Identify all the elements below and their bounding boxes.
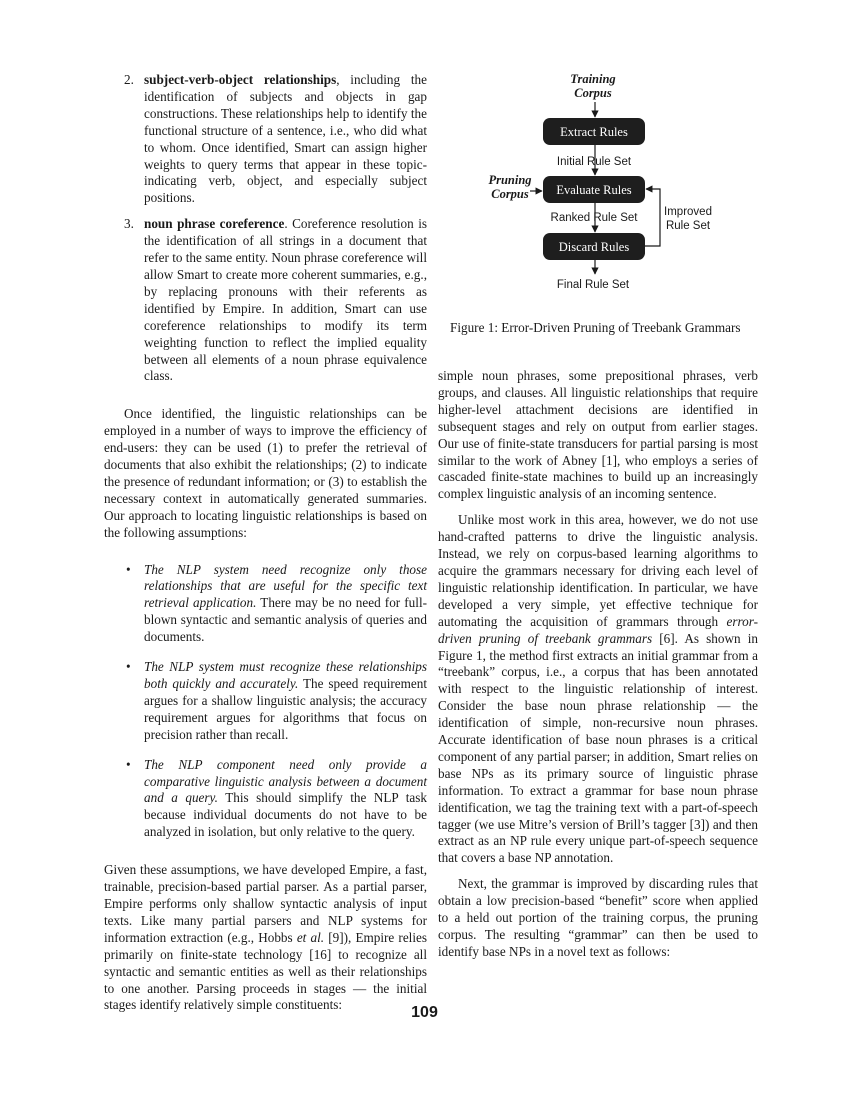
extract-rules-label: Extract Rules: [560, 125, 628, 139]
paragraph-simple-noun-phrases: simple noun phrases, some prepositional phrases, verb groups, and clauses. All linguistic relationships that require higher-level attachment decisions are identified in subsequent stages and rely on output from earlier stages. Our use of finite-state transducers for partial parsing is most similar to the work of Abney [1], who employs a series of cascaded finite-state machines to build up an increasingly complex linguistic analysis of an incoming sentence.: [438, 368, 758, 502]
list-text: . Coreference resolution is the identification of all strings in a document that refer to the same entity. Noun phrase coreference will allow Smart to create more coherent summaries, e.g., by replacing pronouns with their referents as identified by Empire. In addition, Smart can use coreference relationships to modify its term weighting function to reflect the implied equality between all elements of a noun phrase equivalence class.: [144, 216, 427, 384]
list-number: 2.: [124, 72, 134, 87]
text-run: Given these assumptions, we have developed Empire, a fast, trainable, precision-based partial parser. As a partial parser, Empire performs only shallow syntactic analysis of input texts. Like many partial parsers and NLP systems for information extraction (e.g., Hobbs: [104, 862, 427, 945]
assumption-text: This should simplify the NLP task because individual documents do not have to be analyzed in isolation, but only relative to the query.: [144, 790, 427, 840]
page-number: 109: [411, 1004, 438, 1021]
left-column: [104, 72, 427, 1014]
ranked-rule-set-label: Ranked Rule Set: [550, 212, 638, 224]
assumption-statement: The NLP system must recognize these relationships both quickly and accurately.: [144, 659, 427, 691]
final-rule-set-label: Final Rule Set: [556, 279, 630, 291]
right-column: [438, 368, 758, 961]
paragraph-once-identified: Once identified, the linguistic relationships can be employed in a number of ways to improve the efficiency of end-users: they can be used (1) to prefer the retrieval of documents that also exhibit the relationships; (2) to indicate the presence of redundant information; or (3) to establish the necessary context in automatically generated summaries. Our approach to locating linguistic relationships is based on the following assumptions:: [104, 406, 427, 540]
figure-1: [438, 70, 758, 340]
assumption-text: The speed requirement argues for a shallow linguistic analysis; the accuracy requirement argues for algorithms that focus on precision rather than recall.: [144, 676, 427, 742]
bullet-marker: •: [126, 659, 131, 675]
text-run: [6]. As shown in Figure 1, the method first extracts an initial grammar from a “treebank” corpus, i.e., a corpus that has been annotated with respect to the linguistic relationship of interest. Consider the base noun phrase relationship — the identification of simple, non-recursive noun phrases. Accurate identification of base noun phrases is a critical component of any partial parser; in addition, Smart relies on base NPs as its primary source of linguistic phrase information. To extract a grammar for base noun phrase identification, we tag the training text with a part-of-speech tagger (we use Mitre’s version of Brill’s tagger [3]) and then extract as an NP rule every unique part-of-speech sequence that covers a base NP annotation.: [438, 630, 758, 866]
training-corpus-label: Corpus: [574, 86, 612, 100]
bullet-marker: •: [126, 756, 131, 772]
feedback-arrow: [645, 189, 660, 246]
evaluate-rules-label: Evaluate Rules: [556, 183, 632, 197]
assumption-list: [104, 562, 427, 842]
list-item-noun-phrase-coreference: [104, 216, 427, 385]
training-corpus-label: Training: [570, 72, 616, 86]
text-run: [9]), Empire relies primarily on finite-state technology [16] to recognize all syntactic and semantic entities as well as their relationships to one another. Parsing proceeds in stages — the initial stages identify relatively simple constituents:: [104, 929, 427, 1013]
assumption-item: [104, 659, 427, 744]
paragraph-next-grammar: Next, the grammar is improved by discarding rules that obtain a low precision-based “benefit” score when applied to a held out portion of the training corpus, the pruning corpus. The resulting “grammar” can then be used to identify base NPs in a novel text as follows:: [438, 876, 758, 959]
list-item-subject-verb-object: [104, 72, 427, 207]
bullet-marker: •: [126, 561, 131, 577]
paragraph-given-assumptions: [104, 862, 427, 1014]
pruning-corpus-label: Corpus: [491, 187, 529, 201]
figure-caption: Figure 1: Error-Driven Pruning of Treebank Grammars: [450, 320, 741, 335]
list-text: , including the identification of subjects and objects in gap constructions. These relationships help to identify the functional structure of a sentence, i.e., who did what to whom. Once identified, Smart can assign higher weights to query terms that appear in these topic-indicating verb, object, and especially subject positions.: [144, 72, 427, 206]
assumption-item: [104, 757, 427, 842]
pruning-corpus-label: Pruning: [488, 173, 532, 187]
assumption-statement: The NLP system need recognize only those relationships that are useful for the specific text retrieval application.: [144, 561, 427, 611]
discard-rules-label: Discard Rules: [558, 240, 630, 254]
pruning-flow-diagram: [438, 70, 758, 310]
list-term: subject-verb-object relationships: [144, 72, 337, 87]
citation-et-al: et al.: [296, 929, 325, 945]
relationship-list: [104, 72, 427, 385]
list-term: noun phrase coreference: [144, 216, 285, 232]
improved-rule-set-label: Improved: [664, 206, 712, 218]
paragraph-unlike-most-work: [438, 512, 758, 867]
list-number: 3.: [124, 216, 134, 232]
assumption-statement: The NLP component need only provide a comparative linguistic analysis between a document and a query.: [144, 756, 427, 806]
assumption-text: There may be no need for full-blown syntactic and semantic analysis of queries and documents.: [144, 595, 427, 645]
improved-rule-set-label: Rule Set: [665, 220, 711, 232]
text-run: Unlike most work in this area, however, we do not use hand-crafted patterns to drive the linguistic analysis. Instead, we rely on corpus-based learning algorithms to acquire the grammars necessary for driving each level of linguistic relationship identification. In particular, we have developed a very simple, yet effective technique for automating the acquisition of grammars through: [438, 512, 758, 629]
technique-name: error-driven pruning of treebank grammars: [438, 613, 758, 646]
initial-rule-set-label: Initial Rule Set: [556, 156, 632, 168]
assumption-item: [104, 562, 427, 647]
